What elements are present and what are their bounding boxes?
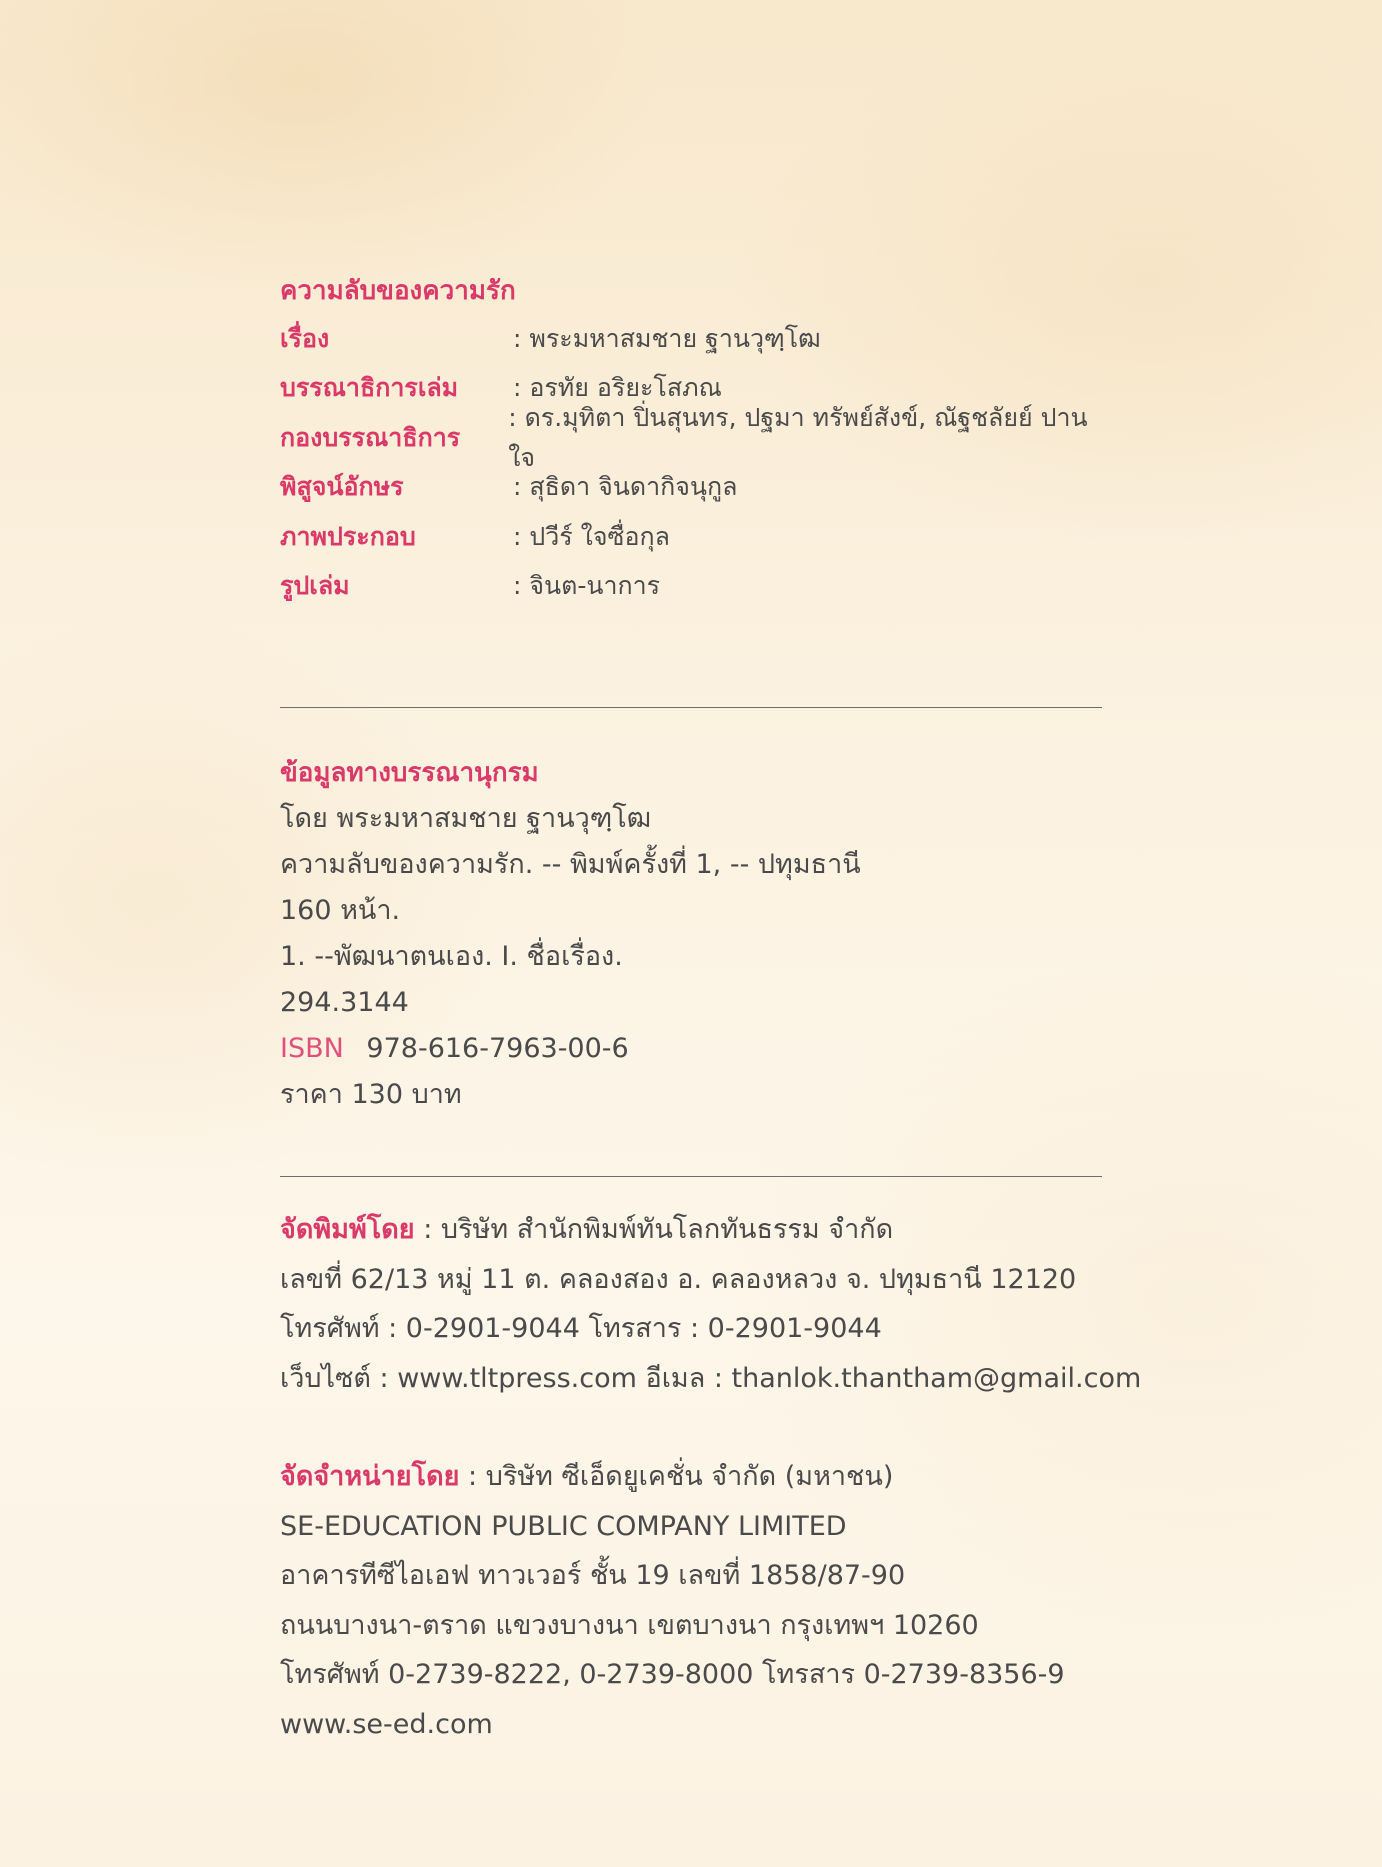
credit-value: : พระมหาสมชาย ฐานวุฑฺโฒ (513, 323, 821, 353)
credit-label: บรรณาธิการเล่ม (280, 373, 459, 403)
distributor-label: จัดจำหน่ายโดย (280, 1461, 460, 1492)
isbn-value: 978-616-7963-00-6 (366, 1033, 629, 1064)
credit-label: กองบรรณาธิการ (280, 422, 461, 452)
credit-label: ภาพประกอบ (280, 521, 416, 551)
credit-row (280, 314, 1102, 364)
distributor-phone: โทรศัพท์ 0-2739-8222, 0-2739-8000 โทรสาร 0-2739-8356-9 (280, 1659, 1065, 1690)
distributor-company: SE-EDUCATION PUBLIC COMPANY LIMITED (280, 1510, 847, 1542)
credit-value: : จินต-นาการ (513, 571, 661, 601)
isbn-label: ISBN (280, 1033, 344, 1064)
credit-value: : ปวีร์ ใจซื่อกุล (513, 521, 670, 551)
book-title: ความลับของความรัก (280, 276, 516, 306)
catalog-section (280, 750, 1102, 1118)
distributor-building: อาคารทีซีไอเอฟ ทาวเวอร์ ชั้น 19 เลขที่ 1858/87-90 (280, 1560, 906, 1591)
credit-row (280, 512, 1102, 562)
distributor-section (280, 1452, 1102, 1749)
publisher-heading (280, 1205, 1102, 1255)
publisher-web: เว็บไซต์ : www.tltpress.com อีเมล : thanlok.thantham@gmail.com (280, 1362, 1142, 1394)
divider-top (280, 707, 1102, 708)
credit-label: รูปเล่ม (280, 571, 350, 601)
credit-value: : ดร.มุทิตา ปิ่นสุนทร, ปฐมา ทรัพย์สังข์, ณัฐชลัยย์ ปานใจ (508, 402, 1088, 472)
catalog-line: 160 หน้า. (280, 895, 401, 926)
price-line: ราคา 130 บาท (280, 1079, 462, 1110)
credit-value: : สุธิดา จินดากิจนุกูล (513, 472, 738, 502)
distributor-heading (280, 1452, 1102, 1502)
publisher-address: เลขที่ 62/13 หมู่ 11 ต. คลองสอง อ. คลองหลวง จ. ปทุมธานี 12120 (280, 1263, 1077, 1295)
catalog-line: ความลับของความรัก. -- พิมพ์ครั้งที่ 1, -- ปทุมธานี (280, 849, 861, 880)
catalog-line: โดย พระมหาสมชาย ฐานวุฑฺโฒ (280, 803, 652, 834)
catalog-line: 294.3144 (280, 987, 409, 1018)
divider-bottom (280, 1176, 1102, 1177)
publisher-name: : บริษัท สำนักพิมพ์ทันโลกทันธรรม จำกัด (423, 1214, 894, 1245)
publisher-phone: โทรศัพท์ : 0-2901-9044 โทรสาร : 0-2901-9044 (280, 1313, 882, 1344)
credit-label: เรื่อง (280, 323, 330, 353)
isbn-line (280, 1026, 1102, 1072)
credit-value: : อรทัย อริยะโสภณ (513, 373, 722, 403)
credits-list (280, 314, 1102, 611)
publisher-section (280, 1205, 1142, 1403)
credit-row (280, 562, 1102, 612)
distributor-name: : บริษัท ซีเอ็ดยูเคชั่น จำกัด (มหาชน) (468, 1461, 894, 1492)
publisher-label: จัดพิมพ์โดย (280, 1214, 415, 1245)
distributor-address: ถนนบางนา-ตราด แขวงบางนา เขตบางนา กรุงเทพฯ 10260 (280, 1609, 979, 1641)
credit-row (280, 402, 1102, 472)
credit-label: พิสูจน์อักษร (280, 472, 404, 502)
catalog-line: 1. --พัฒนาตนเอง. I. ชื่อเรื่อง. (280, 941, 623, 972)
distributor-web: www.se-ed.com (280, 1708, 493, 1740)
catalog-title: ข้อมูลทางบรรณานุกรม (280, 758, 539, 788)
